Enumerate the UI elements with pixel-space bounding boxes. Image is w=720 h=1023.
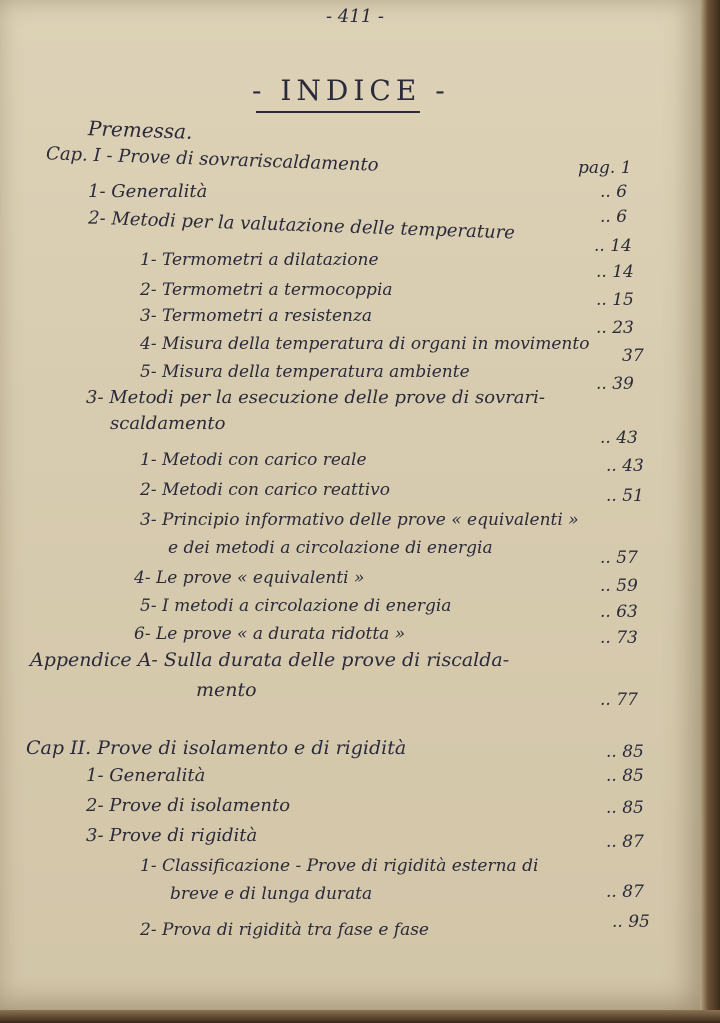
page-cap1-2-5: .. 39 xyxy=(596,374,634,394)
page-cap1-3-2: .. 51 xyxy=(606,486,644,506)
page-cap1-3-5: .. 63 xyxy=(600,602,638,622)
entry-cap1-2: 2- Metodi per la valutazione delle temperature xyxy=(87,207,516,244)
page-cap1-2b: .. 14 xyxy=(594,236,632,256)
entry-cap1: Cap. I - Prove di sovrariscaldamento xyxy=(45,143,379,176)
entry-cap1-3-2: 2- Metodi con carico reattivo xyxy=(140,480,390,500)
page-cap2-2: .. 85 xyxy=(606,798,644,818)
entry-cap2-3-1-cont: breve e di lunga durata xyxy=(170,884,373,904)
title-underline xyxy=(256,111,420,113)
page-cap1-3-6: .. 73 xyxy=(600,628,638,648)
page-cap1-3-1: .. 43 xyxy=(606,456,644,476)
entry-cap1-3-3-cont: e dei metodi a circolazione di energia xyxy=(168,538,493,558)
entry-cap1-2-3: 3- Termometri a resistenza xyxy=(140,306,373,326)
entry-cap1-3-1: 1- Metodi con carico reale xyxy=(140,450,367,470)
page-cap2-1: .. 85 xyxy=(606,766,644,786)
page-cap1-3: .. 43 xyxy=(600,428,638,448)
page-cap2-3-2: .. 95 xyxy=(612,912,650,932)
entry-cap2: Cap II. Prove di isolamento e di rigidità xyxy=(26,737,407,759)
book-edge xyxy=(700,0,720,1023)
entry-cap1-2-1: 1- Termometri a dilatazione xyxy=(140,250,379,270)
entry-cap1-2-4: 4- Misura della temperatura di organi in movimento xyxy=(140,334,590,354)
entry-appendice: Appendice A- Sulla durata delle prove di riscalda- xyxy=(30,649,510,671)
page-cap1-1: .. 6 xyxy=(600,182,628,202)
page-cap1-3-4: .. 59 xyxy=(600,576,638,596)
page-cap2-3: .. 87 xyxy=(606,832,644,852)
entry-premessa: Premessa. xyxy=(87,116,193,144)
page-cap1-3-3: .. 57 xyxy=(600,548,638,568)
page-bottom-edge xyxy=(0,1010,720,1023)
entry-cap1-3-cont: scaldamento xyxy=(110,413,226,434)
page-cap2-3-1: .. 87 xyxy=(606,882,644,902)
page-cap1-2: .. 6 xyxy=(600,207,628,227)
entry-cap1-1: 1- Generalità xyxy=(88,181,208,202)
entry-cap1-2-5: 5- Misura della temperatura ambiente xyxy=(140,362,470,382)
entry-cap1-2-2: 2- Termometri a termocoppia xyxy=(140,280,393,300)
page-cap1: pag. 1 xyxy=(578,158,632,178)
entry-cap2-2: 2- Prove di isolamento xyxy=(86,795,291,816)
entry-cap1-3: 3- Metodi per la esecuzione delle prove di sovrari- xyxy=(86,387,545,408)
entry-cap2-3-2: 2- Prova di rigidità tra fase e fase xyxy=(140,920,429,940)
entry-cap1-3-4: 4- Le prove « equivalenti » xyxy=(134,568,365,588)
page-cap2: .. 85 xyxy=(606,742,644,762)
page-appendice: .. 77 xyxy=(600,690,638,710)
entry-cap2-3-1: 1- Classificazione - Prove di rigidità esterna di xyxy=(140,856,539,876)
entry-cap2-1: 1- Generalità xyxy=(86,765,206,786)
entry-cap1-3-3: 3- Principio informativo delle prove « equivalenti » xyxy=(140,510,579,530)
entry-appendice-cont: mento xyxy=(196,679,257,701)
entry-cap2-3: 3- Prove di rigidità xyxy=(86,825,258,846)
page-cap1-2-2: .. 15 xyxy=(596,290,634,310)
page-cap1-2-3: .. 23 xyxy=(596,318,634,338)
page-cap1-2-1: .. 14 xyxy=(596,262,634,282)
entry-cap1-3-5: 5- I metodi a circolazione di energia xyxy=(140,596,452,616)
page-number: - 411 - xyxy=(326,6,384,27)
page-cap1-2-4: 37 xyxy=(622,346,644,366)
entry-cap1-3-6: 6- Le prove « a durata ridotta » xyxy=(134,624,406,644)
index-title: - INDICE - xyxy=(252,74,450,107)
